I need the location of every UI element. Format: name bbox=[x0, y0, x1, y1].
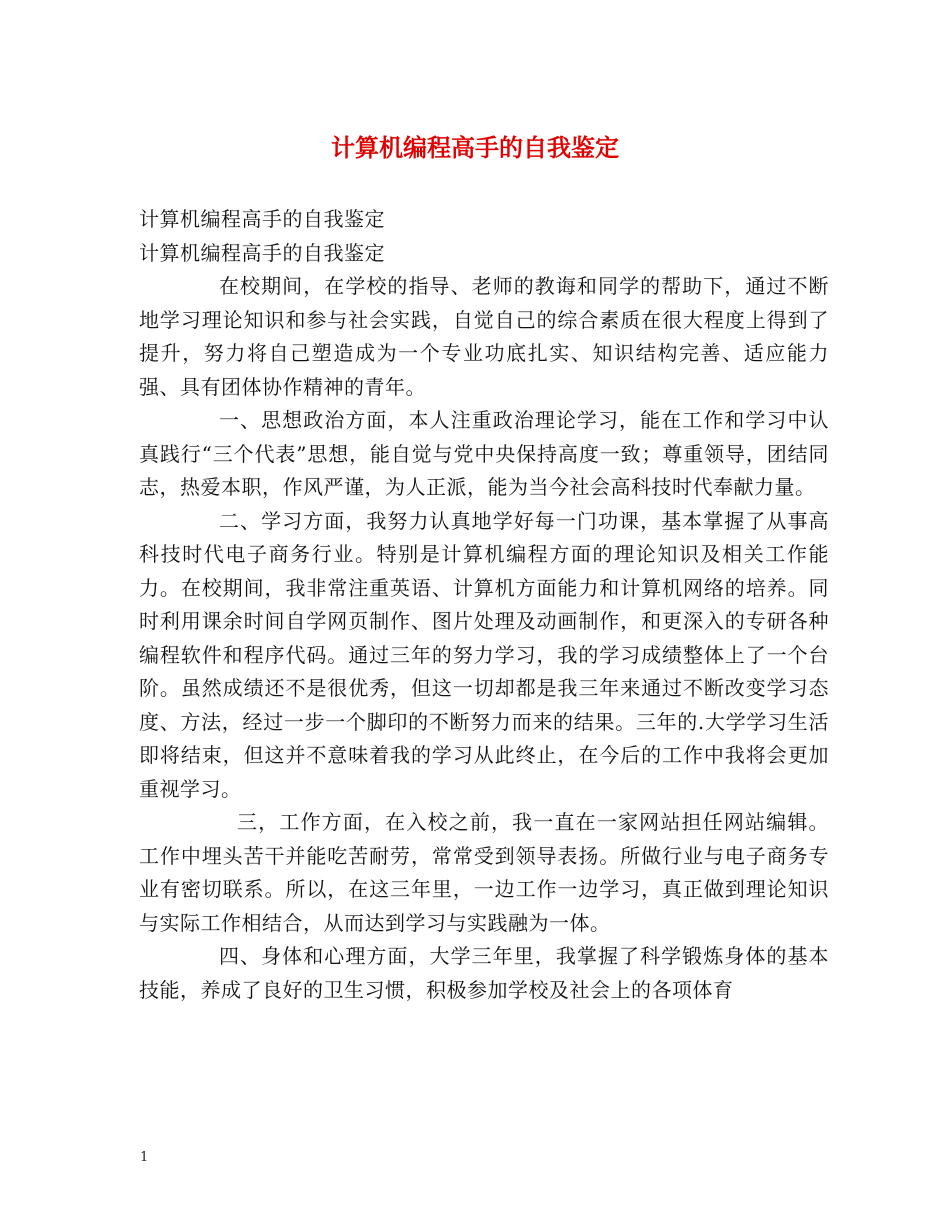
paragraph-intro: 在校期间，在学校的指导、老师的教诲和同学的帮助下，通过不断地学习理论知识和参与社会实践，自觉自己的综合素质在很大程度上得到了提升，努力将自己塑造成为一个专业功底扎实、知识结构完善、适应能力强、具有团体协作精神的青年。 bbox=[139, 274, 829, 399]
page-number: 1 bbox=[140, 1150, 149, 1165]
paragraph-study: 二、学习方面，我努力认真地学好每一门功课，基本掌握了从事高科技时代电子商务行业。特别是计算机编程方面的理论知识及相关工作能力。在校期间，我非常注重英语、计算机方面能力和计算机网络的培养。同时利用课余时间自学网页制作、图片处理及动画制作，和更深入的专研各种编程软件和程序代码。通过三年的努力学习，我的学习成绩整体上了一个台阶。虽然成绩还不是很优秀，但这一切却都是我三年来通过不断改变学习态度、方法，经过一步一个脚印的不断努力而来的结果。三年的.大学学习生活即将结束，但这并不意味着我的学习从此终止，在今后的工作中我将会更加重视学习。 bbox=[139, 508, 829, 801]
paragraph-politics: 一、思想政治方面，本人注重政治理论学习，能在工作和学习中认真践行“三个代表”思想，能自觉与党中央保持高度一致；尊重领导，团结同志，热爱本职，作风严谨，为人正派，能为当今社会高科技时代奉献力量。 bbox=[139, 408, 829, 499]
paragraph-work: 三，工作方面，在入校之前，我一直在一家网站担任网站编辑。工作中埋头苦干并能吃苦耐劳，常常受到领导表扬。所做行业与电子商务专业有密切联系。所以，在这三年里，一边工作一边学习，真正做到理论知识与实际工作相结合，从而达到学习与实践融为一体。 bbox=[139, 810, 829, 935]
subtitle-line: 计算机编程高手的自我鉴定 bbox=[139, 207, 385, 231]
document-title: 计算机编程高手的自我鉴定 bbox=[331, 133, 619, 162]
document-body bbox=[139, 203, 829, 1007]
paragraph-health: 四、身体和心理方面，大学三年里，我掌握了科学锻炼身体的基本技能，养成了良好的卫生习惯，积极参加学校及社会上的各项体育 bbox=[139, 944, 829, 1002]
subtitle-line: 计算机编程高手的自我鉴定 bbox=[139, 240, 385, 265]
